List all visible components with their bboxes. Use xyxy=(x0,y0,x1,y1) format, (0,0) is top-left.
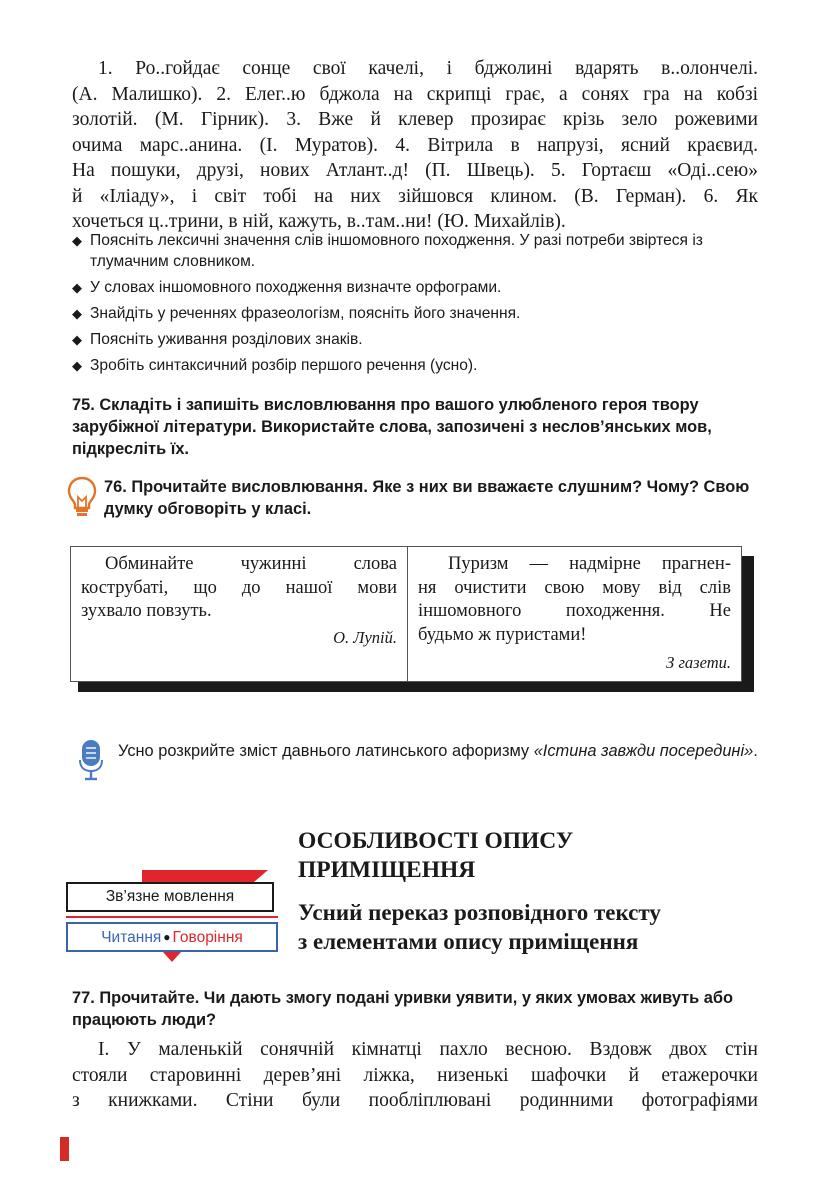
quote-right xyxy=(408,547,741,681)
skill-speaking: Говоріння xyxy=(172,929,243,946)
diamond-bullet-icon: ◆ xyxy=(72,332,82,347)
task-77: 77. Прочитайте. Чи дають змогу подані уривки уявити, у яких умовах живуть або працюють люди? xyxy=(72,989,734,1029)
skill-reading: Читання xyxy=(101,929,162,946)
section-subtitle: Усний переказ розповідного тексту з елементами опису приміщення xyxy=(298,900,661,954)
quote-line: кострубаті, що до нашої мови xyxy=(81,577,397,598)
task-75: 75. Складіть і запишіть висловлювання про вашого улюбленого героя твору зарубіжної літератури. Використайте слова, запозичені з неслов’янських мов, підкресліть їх. xyxy=(72,396,712,458)
quote-left xyxy=(71,547,408,681)
microphone-icon xyxy=(78,738,104,782)
quote-box xyxy=(70,546,742,682)
quote-line: ня очистити свою мову від слів xyxy=(418,577,731,598)
decor-line xyxy=(66,916,278,918)
text-line: На пошуки, друзі, нових Атлант..д! (П. Швець). 5. Гортаєш «Оді..сею» xyxy=(72,160,758,181)
section-skills: Читання ● Говоріння xyxy=(66,922,278,952)
bullet-item: ◆ Знайдіть у реченнях фразеологізм, поясніть його значення. xyxy=(72,305,521,322)
section-label-block xyxy=(66,870,280,962)
quote-line: будьмо ж пуристами! xyxy=(418,624,587,645)
bullet-item: ◆ Зробіть синтаксичний розбір першого речення (усно). xyxy=(72,357,478,374)
quote-source: З газети. xyxy=(666,653,731,672)
text-line: очима марс..анина. (І. Муратов). 4. Вітрила в напрузі, ясний краєвид. xyxy=(72,134,758,156)
text-line: І. У маленькій сонячній кімнатці пахло весною. Вздовж двох стін xyxy=(98,1039,758,1060)
table-shadow xyxy=(78,682,754,692)
quote-line: Пуризм — надмірне прагнен- xyxy=(448,554,731,574)
quote-line: Обминайте чужинні слова xyxy=(105,554,397,574)
diamond-bullet-icon: ◆ xyxy=(72,233,82,248)
bullet-item: ◆ У словах іншомовного походження визначте орфограми. xyxy=(72,279,502,296)
text-line: й «Іліаду», і світ тобі на них зійшовся клином. (В. Герман). 6. Як xyxy=(72,185,758,207)
arrow-down-icon xyxy=(163,952,181,962)
text-line: стояли старовинні дерев’яні ліжка, низенькі шафочки й етажерочки xyxy=(72,1064,758,1086)
bullet-item: ◆ Поясніть лексичні значення слів іншомовного походження. У разі потреби звіртеся із тлумачним словником. xyxy=(72,232,703,270)
task-76: 76. Прочитайте висловлювання. Яке з них ви вважаєте слушним? Чому? Свою думку обговоріть у класі. xyxy=(104,478,750,518)
exercise-text xyxy=(72,56,758,235)
lightbulb-icon xyxy=(66,475,98,519)
table-shadow xyxy=(742,556,754,692)
diamond-bullet-icon: ◆ xyxy=(72,280,82,295)
decor-bar xyxy=(142,870,254,882)
diamond-bullet-icon: ◆ xyxy=(72,306,82,321)
text-line: хочеться ц..трини, в ній, кажуть, в..там..ни! (Ю. Михайлів). xyxy=(72,211,566,232)
text-line: з книжками. Стіни були пообліплювані родинними фотографіями xyxy=(72,1090,758,1111)
quote-author: О. Лупій. xyxy=(333,627,397,647)
text-line: 1. Ро..гойдає сонце свої качелі, і бджолині вдарять в..олончелі. xyxy=(98,58,758,79)
quote-line: іншомовного походження. Не xyxy=(418,601,731,621)
section-label: Зв’язне мовлення xyxy=(66,882,274,912)
text-line: золотій. (М. Гірник). 3. Вже й клевер прозирає крізь зело рожевими xyxy=(72,109,758,130)
bullet-item: ◆ Поясніть уживання розділових знаків. xyxy=(72,331,363,348)
text-line: (А. Малишко). 2. Елег..ю бджола на скрипці грає, а сонях гра на кобзі xyxy=(72,83,758,105)
diamond-bullet-icon: ◆ xyxy=(72,358,82,373)
excerpt-text xyxy=(72,1037,758,1114)
quote-table xyxy=(70,546,750,692)
bullet-list xyxy=(72,230,762,381)
oral-task: Усно розкрийте зміст давнього латинського афоризму «Істина завжди посередині». xyxy=(118,742,758,760)
page-edge-marker xyxy=(60,1137,69,1161)
section-title: ОСОБЛИВОСТІ ОПИСУ ПРИМІЩЕННЯ xyxy=(298,828,574,883)
quote-line: зухвало повзуть. xyxy=(81,601,212,621)
aphorism: «Істина завжди посередині» xyxy=(533,742,754,760)
